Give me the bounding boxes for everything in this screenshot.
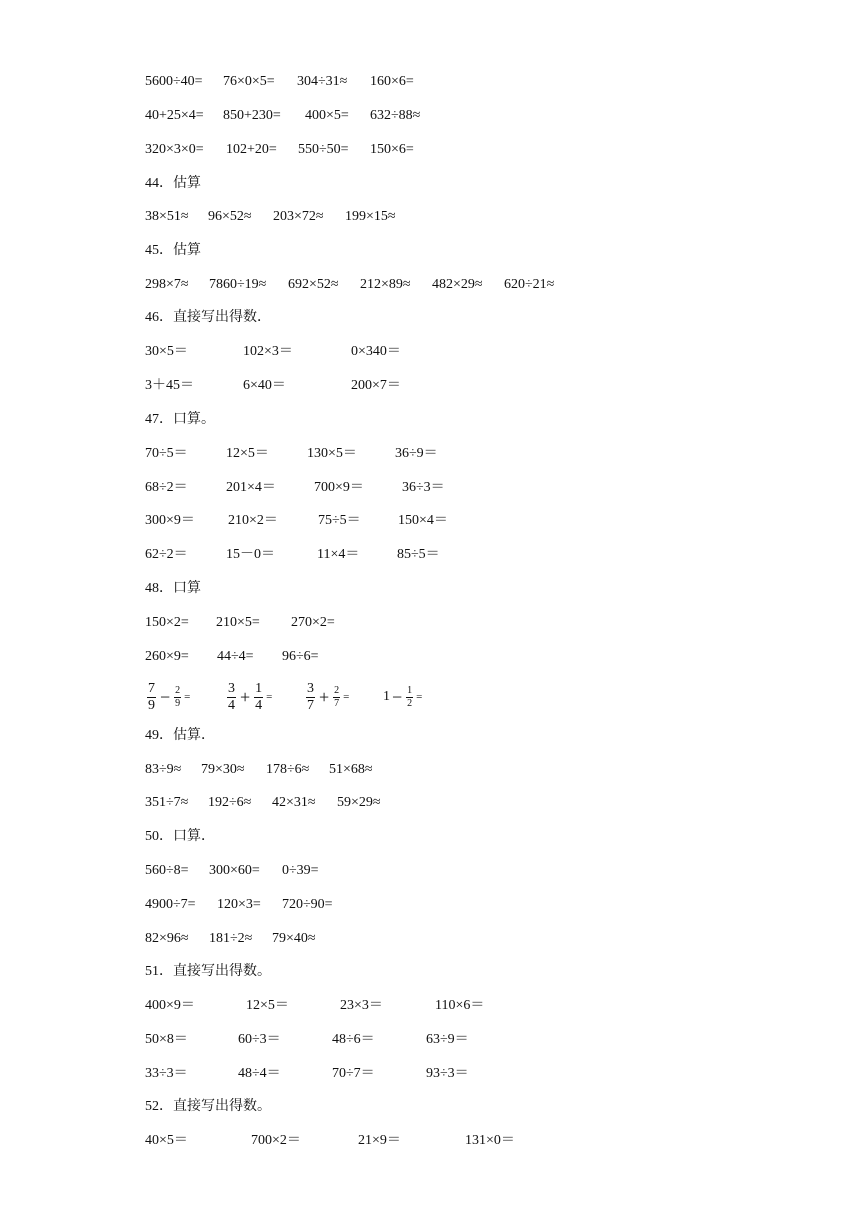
- expr: 178÷6≈: [266, 762, 310, 777]
- problem-49-heading: 49．估算．: [145, 728, 215, 743]
- expr: 150×4＝: [398, 513, 448, 528]
- expr: 3＋45＝: [145, 378, 194, 393]
- expr: 42×31≈: [272, 795, 316, 810]
- expr: 199×15≈: [345, 209, 396, 224]
- expr: 304÷31≈: [297, 74, 348, 89]
- fraction-expr: 1 − $\frac{1}{2}$ =: [383, 684, 423, 709]
- fraction: $\frac{3}{7}$: [307, 680, 314, 713]
- expr: 83÷9≈: [145, 762, 182, 777]
- expr: 85÷5＝: [397, 547, 440, 562]
- fraction: $\frac{3}{4}$: [228, 680, 235, 713]
- expr: 12×5＝: [246, 998, 289, 1013]
- problem-50-heading: 50．口算．: [145, 829, 215, 844]
- expr: 270×2=: [291, 615, 335, 630]
- problem-44-heading: 44．估算: [145, 176, 201, 191]
- expr: 210×5=: [216, 615, 260, 630]
- expr: 36÷3＝: [402, 480, 445, 495]
- expr: 82×96≈: [145, 931, 189, 946]
- fraction-expr: $\frac{3}{7}$ + $\frac{2}{7}$ =: [307, 680, 350, 713]
- expr: 79×40≈: [272, 931, 316, 946]
- expr: 550÷50=: [298, 142, 349, 157]
- expr: 70÷7＝: [332, 1066, 375, 1081]
- fraction: $\frac{2}{7}$: [334, 684, 340, 709]
- expr: 63÷9＝: [426, 1032, 469, 1047]
- expr: 850+230=: [223, 108, 281, 123]
- expr: 79×30≈: [201, 762, 245, 777]
- expr: 70÷5＝: [145, 446, 188, 461]
- expr: 50×8＝: [145, 1032, 188, 1047]
- expr: 260×9=: [145, 649, 189, 664]
- fraction: $\frac{2}{9}$: [175, 684, 181, 709]
- expr: 400×5=: [305, 108, 349, 123]
- fraction-expr: $\frac{7}{9}$ − $\frac{2}{9}$ =: [148, 680, 191, 713]
- expr: 400×9＝: [145, 998, 195, 1013]
- expr: 4900÷7=: [145, 897, 196, 912]
- expr: 15－0＝: [226, 547, 275, 562]
- expr: 7860÷19≈: [209, 277, 267, 292]
- expr: 48÷6＝: [332, 1032, 375, 1047]
- expr: 320×3×0=: [145, 142, 204, 157]
- expr: 692×52≈: [288, 277, 339, 292]
- problem-45-heading: 45．估算: [145, 243, 201, 258]
- expr: 102+20=: [226, 142, 277, 157]
- expr: 40+25×4=: [145, 108, 204, 123]
- problem-46-heading: 46．直接写出得数．: [145, 310, 271, 325]
- expr: 60÷3＝: [238, 1032, 281, 1047]
- expr: 192÷6≈: [208, 795, 252, 810]
- fraction: $\frac{7}{9}$: [148, 680, 155, 713]
- expr: 38×51≈: [145, 209, 189, 224]
- expr: 560÷8=: [145, 863, 189, 878]
- expr: 300×9＝: [145, 513, 195, 528]
- expr: 150×2=: [145, 615, 189, 630]
- expr: 11×4＝: [317, 547, 360, 562]
- expr: 36÷9＝: [395, 446, 438, 461]
- expr: 93÷3＝: [426, 1066, 469, 1081]
- expr: 48÷4＝: [238, 1066, 281, 1081]
- expr: 298×7≈: [145, 277, 189, 292]
- expr: 23×3＝: [340, 998, 383, 1013]
- expr: 76×0×5=: [223, 74, 275, 89]
- expr: 68÷2＝: [145, 480, 188, 495]
- expr: 33÷3＝: [145, 1066, 188, 1081]
- expr: 120×3=: [217, 897, 261, 912]
- expr: 0×340＝: [351, 344, 401, 359]
- expr: 720÷90=: [282, 897, 333, 912]
- expr: 130×5＝: [307, 446, 357, 461]
- expr: 30×5＝: [145, 344, 188, 359]
- expr: 160×6=: [370, 74, 414, 89]
- expr: 40×5＝: [145, 1133, 188, 1148]
- expr: 59×29≈: [337, 795, 381, 810]
- expr: 62÷2＝: [145, 547, 188, 562]
- expr: 5600÷40=: [145, 74, 203, 89]
- fraction: $\frac{1}{2}$: [407, 684, 413, 709]
- expr: 21×9＝: [358, 1133, 401, 1148]
- problem-48-heading: 48．口算: [145, 581, 201, 596]
- expr: 351÷7≈: [145, 795, 189, 810]
- fraction-expr: $\frac{3}{4}$ + $\frac{1}{4}$ =: [228, 680, 273, 713]
- problem-52-heading: 52．直接写出得数。: [145, 1099, 271, 1114]
- expr: 620÷21≈: [504, 277, 555, 292]
- problem-51-heading: 51．直接写出得数。: [145, 964, 271, 979]
- expr: 44÷4=: [217, 649, 254, 664]
- expr: 212×89≈: [360, 277, 411, 292]
- expr: 203×72≈: [273, 209, 324, 224]
- expr: 12×5＝: [226, 446, 269, 461]
- expr: 102×3＝: [243, 344, 293, 359]
- expr: 700×2＝: [251, 1133, 301, 1148]
- expr: 131×0＝: [465, 1133, 515, 1148]
- expr: 96×52≈: [208, 209, 252, 224]
- expr: 150×6=: [370, 142, 414, 157]
- expr: 200×7＝: [351, 378, 401, 393]
- expr: 181÷2≈: [209, 931, 253, 946]
- problem-47-heading: 47．口算。: [145, 412, 215, 427]
- expr: 51×68≈: [329, 762, 373, 777]
- expr: 482×29≈: [432, 277, 483, 292]
- expr: 6×40＝: [243, 378, 286, 393]
- expr: 700×9＝: [314, 480, 364, 495]
- fraction: $\frac{1}{4}$: [255, 680, 263, 713]
- expr: 210×2＝: [228, 513, 278, 528]
- expr: 75÷5＝: [318, 513, 361, 528]
- expr: 110×6＝: [435, 998, 485, 1013]
- expr: 632÷88≈: [370, 108, 421, 123]
- expr: 201×4＝: [226, 480, 276, 495]
- expr: 0÷39=: [282, 863, 319, 878]
- expr: 300×60=: [209, 863, 260, 878]
- expr: 96÷6=: [282, 649, 319, 664]
